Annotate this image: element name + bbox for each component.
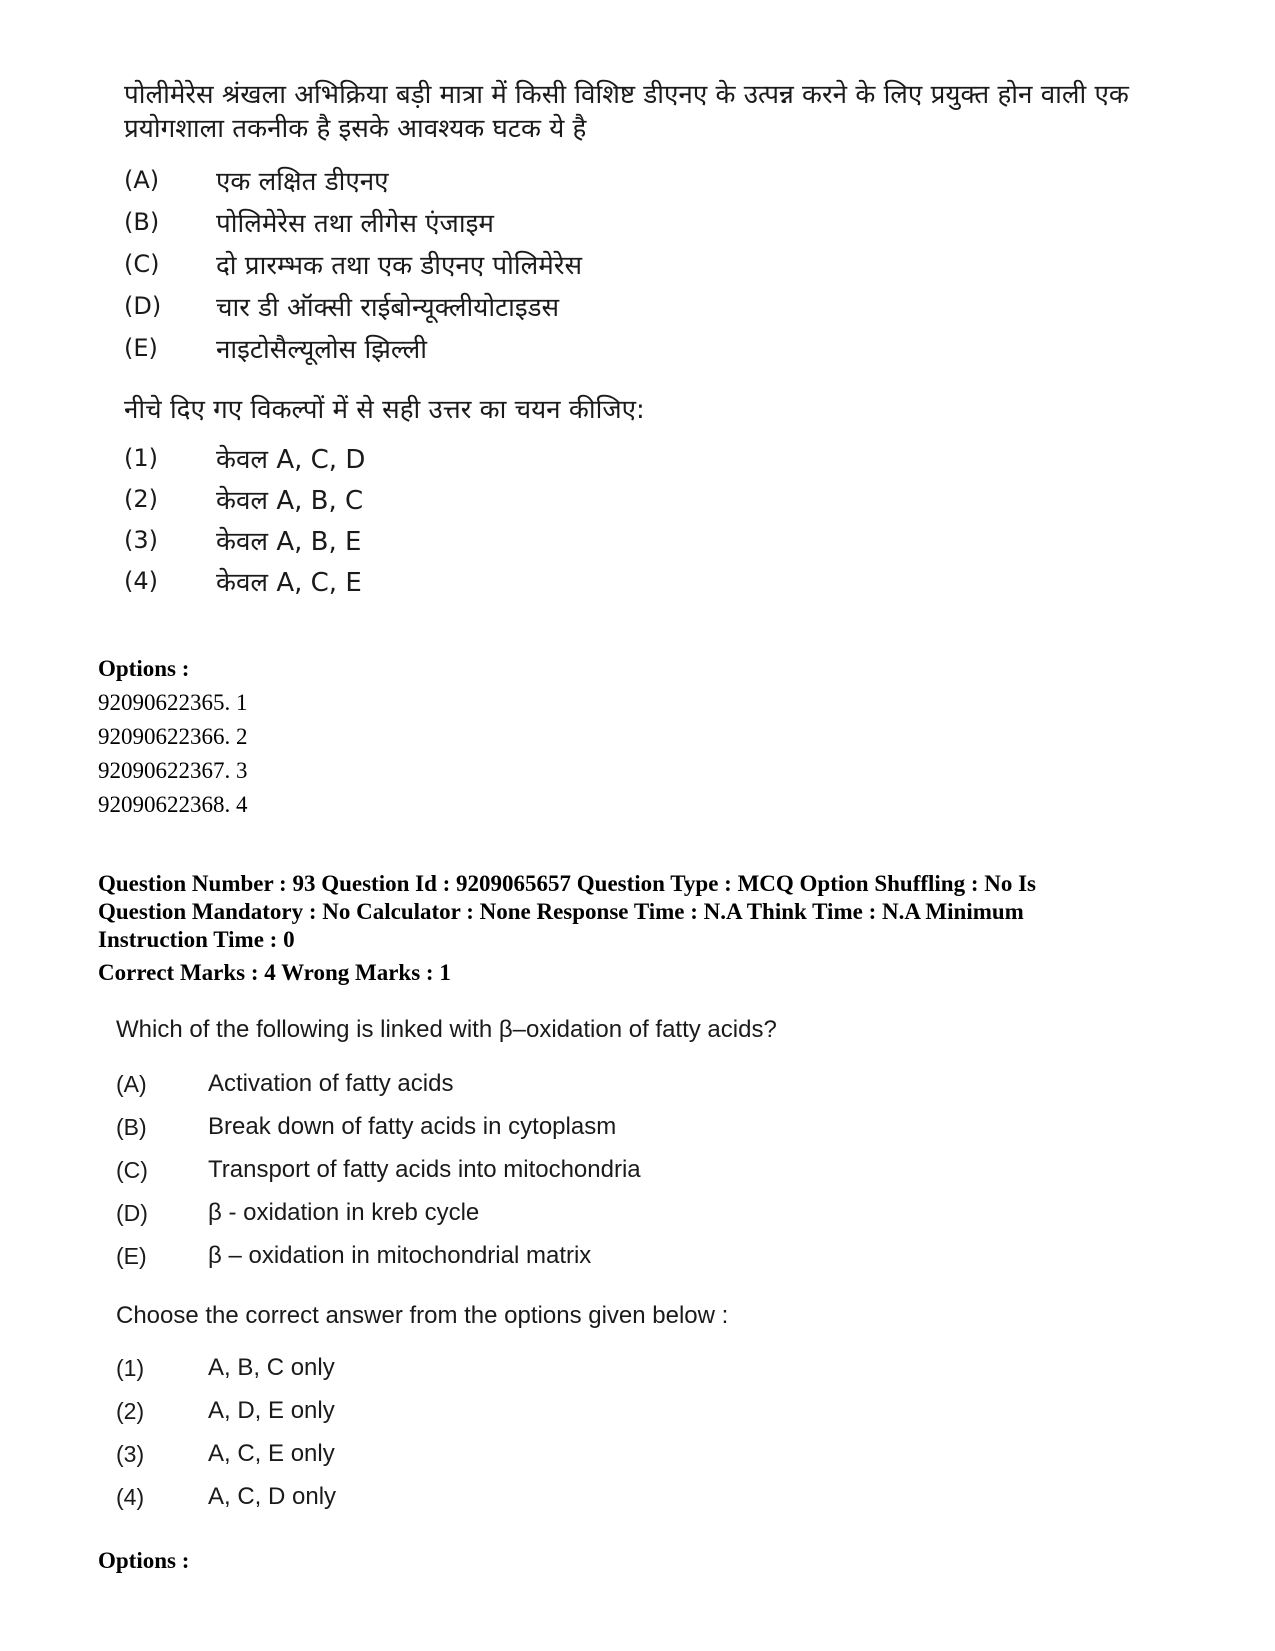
q93-choice-4: (4) A, C, D only — [116, 1483, 337, 1510]
q92-stem: पोलीमेरेस श्रंखला अभिक्रिया बड़ी मात्रा में किसी विशिष्ट डीएनए के उत्पन्न करने के लिए प्रयुक्त होन वाली एक प्रयोगशाला तकनीक है इसके आवश्यक घटक ये है — [124, 80, 1129, 144]
q93-stem: Which of the following is linked with β–oxidation of fatty acids? — [116, 1016, 777, 1043]
q92-statements — [124, 160, 1124, 380]
q93-statements — [116, 1064, 1116, 1284]
q92-options-heading: Options : — [98, 656, 190, 681]
q92-statement-a: (A) एक लक्षित डीएनए — [124, 166, 389, 197]
q93-statement-d: (D) β - oxidation in kreb cycle — [116, 1199, 480, 1226]
q93-meta-line-2: Question Mandatory : No Calculator : None Response Time : N.A Think Time : N.A Minimum — [98, 899, 1024, 924]
q93-statement-c: (C) Transport of fatty acids into mitochondria — [116, 1156, 641, 1183]
q92-statement-b: (B) पोलिमेरेस तथा लीगेस एंजाइम — [124, 208, 494, 239]
q92-statement-c: (C) दो प्रारम्भक तथा एक डीएनए पोलिमेरेस — [124, 250, 583, 281]
q93-meta-line-1: Question Number : 93 Question Id : 9209065657 Question Type : MCQ Option Shuffling : No Is — [98, 871, 1037, 896]
q93-marks: Correct Marks : 4 Wrong Marks : 1 — [98, 960, 451, 985]
q92-option-id-1: 92090622365. 1 — [98, 690, 248, 715]
q92-statement-e: (E) नाइटोसैल्यूलोस झिल्ली — [124, 334, 427, 365]
q92-choice-2: (2) केवल A, B, C — [124, 485, 364, 516]
q93-choice-1: (1) A, B, C only — [116, 1354, 335, 1381]
q92-choices — [124, 438, 1124, 608]
q93-instruction: Choose the correct answer from the options given below : — [116, 1302, 729, 1329]
q93-choices — [116, 1348, 1116, 1528]
q92-choice-1: (1) केवल A, C, D — [124, 444, 366, 475]
q92-choice-4: (4) केवल A, C, E — [124, 567, 362, 598]
q93-statement-b: (B) Break down of fatty acids in cytoplasm — [116, 1113, 617, 1140]
q92-statement-d: (D) चार डी ऑक्सी राईबोन्यूक्लीयोटाइडस — [124, 292, 560, 323]
q92-option-id-2: 92090622366. 2 — [98, 724, 248, 749]
q92-option-id-4: 92090622368. 4 — [98, 792, 248, 817]
q93-options-heading: Options : — [98, 1548, 190, 1573]
q92-instruction: नीचे दिए गए विकल्पों में से सही उत्तर का चयन कीजिए: — [124, 395, 645, 425]
q93-statement-e: (E) β – oxidation in mitochondrial matrix — [116, 1242, 592, 1269]
q93-choice-3: (3) A, C, E only — [116, 1440, 335, 1467]
q93-meta — [98, 870, 1036, 954]
q92-question-block — [124, 78, 1134, 146]
q92-choice-3: (3) केवल A, B, E — [124, 526, 362, 557]
q93-statement-a: (A) Activation of fatty acids — [116, 1070, 454, 1097]
q93-meta-line-3: Instruction Time : 0 — [98, 927, 295, 952]
q93-choice-2: (2) A, D, E only — [116, 1397, 335, 1424]
q92-option-id-3: 92090622367. 3 — [98, 758, 248, 783]
